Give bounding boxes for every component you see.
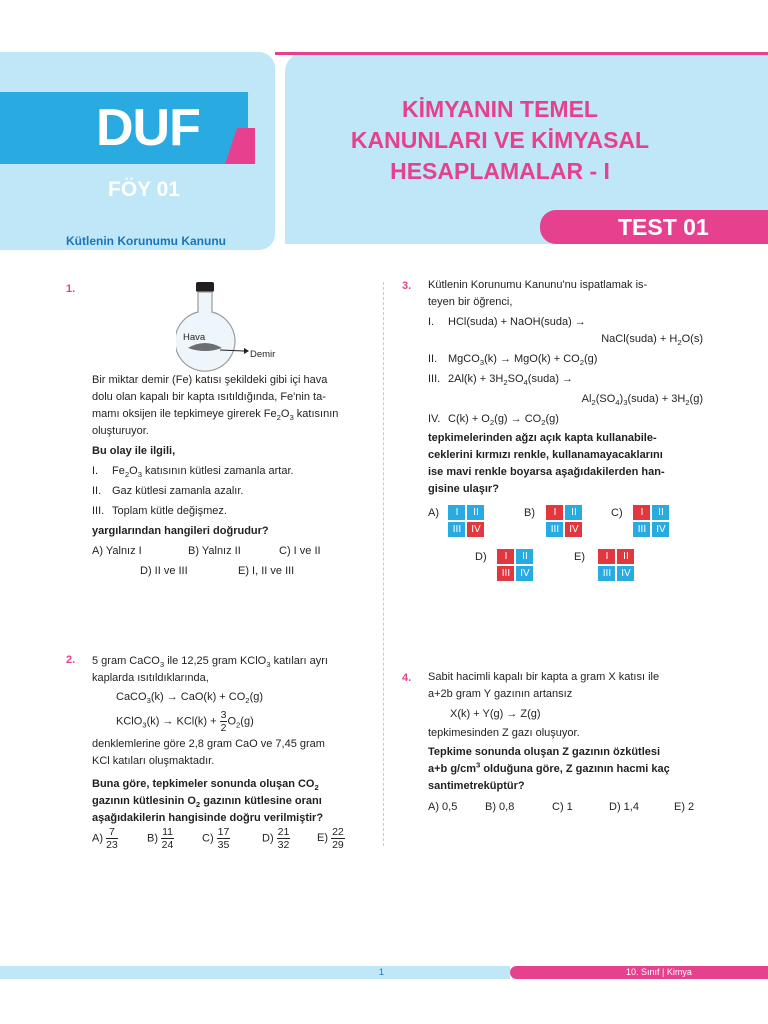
q4-option-a[interactable]: A) 0,5 (428, 801, 458, 813)
q4-b2b: olduğuna göre, Z gazının hacmi kaç (480, 763, 670, 775)
q3-riii-arrow: → (562, 373, 574, 385)
q3-riv-num: IV. (428, 413, 441, 425)
q3-option-b-label: B) (524, 507, 535, 519)
q3-e-box-iv: IV (617, 566, 634, 581)
q3-a-box-iv: IV (467, 522, 484, 537)
q3-option-b[interactable] (524, 505, 582, 537)
flask-air-label: Hava (183, 332, 206, 343)
q3-riii-sub2: 2 (503, 378, 508, 388)
q2-bold-3: aşağıdakilerin hangisinde doğru verilmiştir? (92, 812, 324, 824)
q2-option-c[interactable] (202, 826, 262, 851)
q2-r1-arrow: → (166, 691, 178, 703)
q3-ri-num: I. (428, 316, 435, 328)
q3-option-a-label: A) (428, 507, 439, 519)
q2-option-a-num: 7 (106, 826, 118, 839)
q2-option-a[interactable] (92, 826, 147, 851)
unit-title (330, 94, 670, 187)
q3-d-box-ii: II (516, 549, 533, 564)
q2-b2a: gazının kütlesinin O (92, 795, 196, 807)
unit-title-line-2: KANUNLARI VE KİMYASAL (350, 127, 650, 153)
q1-option-a[interactable]: A) Yalnız I (92, 545, 142, 557)
q1-lead: Bu olay ile ilgili, (92, 445, 176, 457)
q2-sub-3a: 3 (159, 660, 165, 670)
q3-riv-sub2b: 2 (541, 418, 546, 428)
q3-reaction-i (428, 314, 703, 331)
q3-riii-g: (suda) + 3H (627, 393, 686, 405)
q3-ri-arrow: → (574, 316, 586, 328)
q2-b1-sub2: 2 (314, 783, 319, 793)
q3-riii-sub3: 3 (623, 398, 628, 408)
q2-r1b: (k) (150, 691, 167, 703)
q4-eq-left: X(k) + Y(g) (450, 708, 507, 720)
column-divider (383, 282, 384, 846)
q3-ri-prod-a: NaCl(suda) + H (601, 333, 678, 345)
q2-line-1 (92, 653, 364, 670)
q2-option-e-den: 29 (332, 839, 344, 851)
q4-line-1: Sabit hacimli kapalı bir kapta a gram X katısı ile (428, 671, 660, 683)
q2-r2a: KClO (116, 715, 143, 728)
q2-option-c-num: 17 (217, 826, 230, 838)
q3-riii-c: (suda) (527, 373, 563, 385)
q3-riv-a: C(k) + O (448, 413, 490, 425)
q3-riii-sub2b: 2 (591, 398, 596, 408)
q2-sub-3b: 3 (266, 660, 271, 670)
q3-ri-text: HCl(suda) + NaOH(suda) (448, 316, 575, 328)
section-title: Kütlenin Korunumu Kanunu (66, 234, 226, 248)
q4-body (428, 669, 703, 816)
q2-option-e-label: E) (317, 832, 328, 845)
q1-stmt-i-num: I. (92, 465, 99, 477)
q4-option-e[interactable]: E) 2 (674, 801, 695, 813)
q2-option-b-label: B) (147, 832, 158, 845)
q3-bold-1: tepkimelerinden ağzı açık kapta kullanabile- (428, 432, 657, 444)
q3-riii-b: SO (507, 373, 524, 385)
q3-rii-d: (g) (584, 353, 598, 365)
q2-r2-sub3: 3 (142, 720, 147, 730)
q3-c-box-i: I (633, 505, 650, 520)
q3-e-box-ii: II (617, 549, 634, 564)
q2-r2-frac-num: 3 (220, 709, 227, 721)
page-number: 1 (379, 967, 385, 977)
q3-reaction-i-products (428, 331, 703, 348)
q1-stmt-iii-num: III. (92, 505, 105, 517)
q2-b2b: gazının kütlesine oranı (200, 795, 322, 807)
q3-reaction-iv (428, 411, 703, 428)
q2-b2-sub2: 2 (195, 800, 201, 810)
q1-option-e[interactable]: E) I, II ve III (238, 565, 295, 577)
q4-option-d[interactable]: D) 1,4 (609, 801, 639, 813)
q1-stmt-i-sub3: 3 (137, 470, 142, 480)
q1-intro-b: dolu olan kapalı bir kapta ısıtıldığında, Fe'nin ta- (92, 391, 326, 403)
q2-option-d-num: 21 (277, 826, 290, 838)
q1-ask: yargılarından hangileri doğrudur? (92, 525, 269, 537)
q3-ri-sub2: 2 (677, 338, 682, 348)
q3-d-box-iv: IV (516, 566, 533, 581)
header-pink-line (275, 52, 768, 55)
q2-r1-sub3: 3 (146, 696, 151, 706)
q1-option-d[interactable]: D) II ve III (140, 565, 188, 577)
q3-riii-a: 2Al(k) + 3H (448, 373, 504, 385)
flask-stopper (196, 282, 214, 292)
unit-title-line-1: KİMYANIN TEMEL (402, 96, 598, 122)
q1-stmt-iii-text: Toplam kütle değişmez. (112, 505, 227, 517)
q3-riii-sub4b: 4 (615, 398, 620, 408)
q3-riv-c: CO (521, 413, 542, 425)
q3-option-a-grid (448, 505, 484, 537)
q2-r2e: (g) (240, 715, 254, 728)
q1-stmt-ii-num: II. (92, 485, 102, 497)
q2-r2-frac-den: 2 (220, 722, 227, 734)
q4-bold-1: Tepkime sonunda oluşan Z gazının özkütlesi (428, 746, 661, 758)
q3-riii-num: III. (428, 373, 441, 385)
q1-stmt-i-o: O (129, 465, 138, 477)
q4-line-2: a+2b gram Y gazının artansız (428, 688, 573, 700)
q3-option-b-grid (546, 505, 582, 537)
q4-option-c[interactable]: C) 1 (552, 801, 573, 813)
q3-option-c[interactable] (611, 505, 669, 537)
q1-option-c[interactable]: C) I ve II (279, 545, 321, 557)
q2-option-b-num: 11 (162, 826, 173, 838)
q3-riii-sub4: 4 (523, 378, 528, 388)
q3-option-c-label: C) (611, 507, 623, 519)
q1-stmt-ii (92, 483, 364, 500)
q3-e-box-i: I (598, 549, 615, 564)
q3-line-1: Kütlenin Korunumu Kanunu'nu ispatlamak is- (428, 279, 648, 291)
q3-riii-e: (SO (595, 393, 616, 405)
q3-b-box-ii: II (565, 505, 582, 520)
q3-reaction-iii (428, 371, 703, 388)
q3-e-box-iii: III (598, 566, 615, 581)
q2-option-a-frac (106, 826, 118, 851)
q2-option-b[interactable] (147, 826, 202, 851)
q2-option-e[interactable] (317, 826, 345, 851)
q2-line-1a: 5 gram CaCO (92, 655, 160, 667)
q3-b-box-iii: III (546, 522, 563, 537)
footer-band (0, 966, 510, 979)
q1-stmt-iii (92, 503, 364, 520)
q3-rii-sub2: 2 (579, 358, 584, 368)
unit-title-line-3: HESAPLAMALAR - I (390, 158, 610, 184)
q3-rii-c: MgO(k) + CO (510, 353, 580, 365)
logo: DUF (96, 99, 200, 157)
q4-bold-3: santimetreküptür? (428, 780, 525, 792)
q3-option-e-label: E) (574, 551, 585, 563)
q2-body (92, 653, 364, 827)
q4-option-b[interactable]: B) 0,8 (485, 801, 515, 813)
q3-bold-4: gisine ulaşır? (428, 483, 499, 495)
q2-option-c-frac (217, 826, 231, 851)
q2-line-4: KCl katıları oluşmaktadır. (92, 755, 215, 767)
q3-riv-sub2: 2 (489, 418, 495, 428)
q4-line-3: tepkimesinden Z gazı oluşuyor. (428, 727, 580, 739)
q2-line-2: kaplarda ısıtıldıklarında, (92, 672, 209, 684)
q2-option-c-den: 35 (217, 839, 230, 851)
q1-intro-c (92, 406, 364, 423)
q3-a-box-ii: II (467, 505, 484, 520)
q2-option-d-frac (277, 826, 291, 851)
flask-figure (176, 282, 286, 374)
q1-o: O (280, 408, 290, 420)
q2-option-d-label: D) (262, 832, 274, 845)
test-label: TEST 01 (618, 214, 709, 240)
q3-c-box-iii: III (633, 522, 650, 537)
q3-bold-2: ceklerini kırmızı renkle, kullanamayacaklarını (428, 449, 663, 461)
q2-r1a: CaCO (116, 691, 147, 703)
q2-bold-1 (92, 776, 364, 793)
q2-option-d[interactable] (262, 826, 317, 851)
q4-eq-right: Z(g) (517, 708, 541, 720)
q3-line-2: teyen bir öğrenci, (428, 296, 513, 308)
q3-b-box-i: I (546, 505, 563, 520)
q2-line-1b: ile 12,25 gram KClO (164, 655, 267, 667)
q3-riii-h: (g) (689, 393, 703, 405)
q4-bold-2 (428, 761, 703, 778)
q3-d-box-i: I (497, 549, 514, 564)
q4-eq-arrow: → (506, 708, 518, 720)
q3-rii-num: II. (428, 353, 438, 365)
q2-bold-2 (92, 793, 364, 810)
q1-stmt-i-sub2: 2 (124, 470, 130, 480)
q1-stmt-ii-text: Gaz kütlesi zamanla azalır. (112, 485, 244, 497)
q2-r2d: O (227, 715, 237, 728)
iron-pointer-head (244, 348, 249, 354)
q1-intro-a: Bir miktar demir (Fe) katısı şekildeki gibi içi hava (92, 374, 328, 386)
q3-bold-3: ise mavi renkle boyarsa aşağıdakilerden han- (428, 466, 665, 478)
q1-body (92, 372, 364, 580)
q3-d-box-iii: III (497, 566, 514, 581)
q1-sub-3: 3 (289, 413, 294, 423)
q3-reaction-iii-products (428, 391, 703, 408)
q3-b-box-iv: IV (565, 522, 582, 537)
q2-r1-sub2: 2 (245, 696, 250, 706)
q3-body (428, 277, 703, 498)
q2-r2-arrow: → (162, 715, 174, 728)
q2-option-e-num: 22 (332, 826, 344, 838)
q2-option-b-den: 24 (161, 839, 174, 851)
q3-number: 3. (402, 280, 412, 292)
q3-rii-sub3: 3 (479, 358, 485, 368)
q4-b2a: a+b g/cm (428, 763, 476, 775)
q3-riv-b: (g) (494, 413, 511, 425)
q3-reaction-ii (428, 351, 703, 368)
q3-option-a[interactable] (428, 505, 484, 537)
q3-ri-prod-b: O(s) (681, 333, 703, 345)
q1-option-b[interactable]: B) Yalnız II (188, 545, 241, 557)
q2-line-1c: katıları ayrı (270, 655, 328, 667)
q3-rii-a: MgCO (448, 353, 480, 365)
q3-a-box-i: I (448, 505, 465, 520)
q1-number: 1. (66, 283, 76, 295)
q2-option-a-label: A) (92, 832, 103, 845)
q4-options (428, 799, 703, 816)
q2-reaction-2 (92, 709, 364, 734)
q2-option-a-den: 23 (106, 839, 118, 851)
footer-course: 10. Sınıf | Kimya (626, 967, 692, 977)
q3-rii-arrow: → (499, 353, 511, 365)
q3-option-d-grid (497, 549, 533, 581)
q2-r1d: (g) (249, 691, 264, 703)
q1-stmt-i-text: katısının kütlesi zamanla artar. (141, 465, 294, 477)
q2-option-b-frac (161, 826, 174, 851)
q2-r2c: KCl(k) + (173, 715, 220, 728)
q2-option-e-frac (331, 826, 345, 851)
q4-number: 4. (402, 672, 412, 684)
q1-options-row-2 (92, 563, 364, 580)
q3-riii-f: ) (619, 393, 624, 405)
q2-b1a: Buna göre, tepkimeler sonunda oluşan CO (92, 778, 315, 790)
foy-label: FÖY 01 (108, 178, 180, 201)
q3-c-box-iv: IV (652, 522, 669, 537)
q2-reaction-1 (92, 689, 364, 706)
q2-options (92, 826, 372, 851)
q1-stmt-i-fe: Fe (112, 465, 125, 477)
q3-riv-d: (g) (545, 413, 559, 425)
q1-options-row-1 (92, 543, 364, 560)
q3-riii-sub2c: 2 (685, 398, 690, 408)
q2-option-d-den: 32 (277, 839, 290, 851)
q3-option-d[interactable] (475, 549, 533, 581)
q3-c-box-ii: II (652, 505, 669, 520)
q3-riv-arrow: → (510, 413, 522, 425)
q4-b2-sup: 3 (476, 760, 481, 770)
q3-option-e[interactable] (574, 549, 634, 581)
q1-intro-c1: mamı oksijen ile tepkimeye girerek Fe (92, 408, 277, 420)
q4-equation (428, 706, 703, 723)
q2-r2-sub2: 2 (236, 720, 241, 730)
q3-riii-d: Al (581, 393, 592, 405)
q3-option-d-label: D) (475, 551, 487, 563)
q3-rii-b: (k) (484, 353, 500, 365)
q2-r2b: (k) (146, 715, 163, 728)
q2-number: 2. (66, 654, 76, 666)
q2-line-3: denklemlerine göre 2,8 gram CaO ve 7,45 gram (92, 738, 325, 750)
q1-stmt-i (92, 463, 364, 480)
q1-intro-d: oluşturuyor. (92, 425, 149, 437)
q3-a-box-iii: III (448, 522, 465, 537)
q1-intro-c2: katısının (293, 408, 339, 420)
q2-r1c: CaO(k) + CO (177, 691, 246, 703)
q1-sub-2: 2 (276, 413, 281, 423)
q2-option-c-label: C) (202, 832, 214, 845)
q3-option-e-grid (598, 549, 634, 581)
flask-iron-label: Demir (250, 349, 276, 360)
q3-option-c-grid (633, 505, 669, 537)
